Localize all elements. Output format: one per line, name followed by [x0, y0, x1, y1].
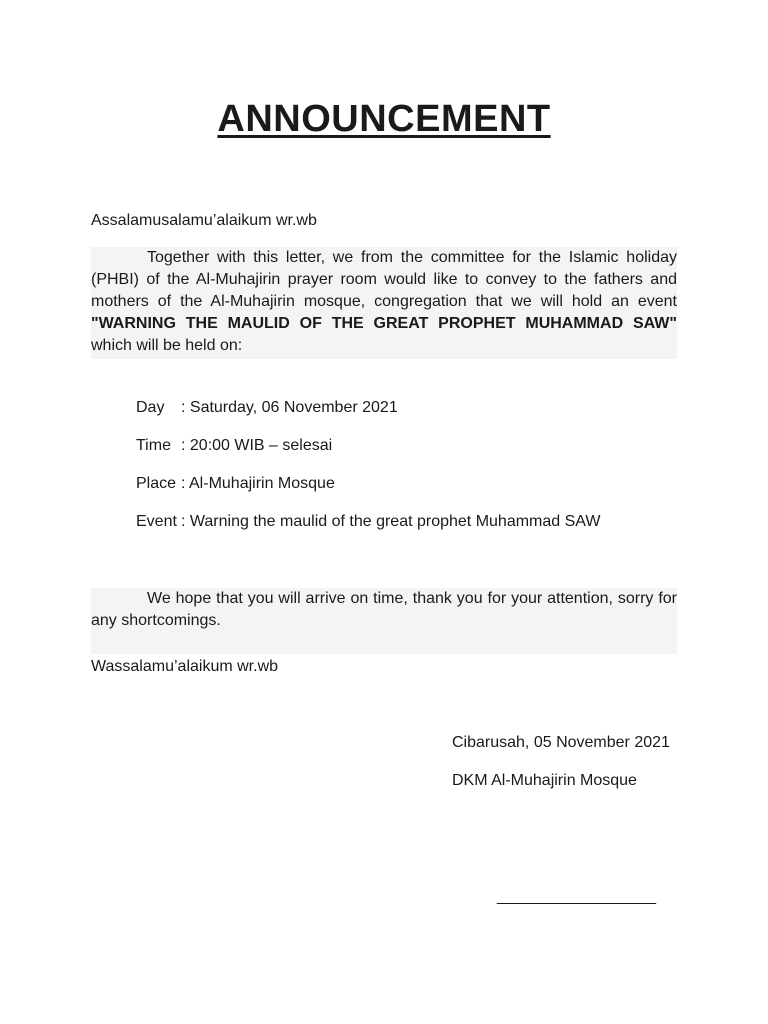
event-title-bold: "WARNING THE MAULID OF THE GREAT PROPHET MUHAMMAD SAW"	[91, 315, 677, 332]
detail-time-label: Time	[136, 437, 171, 454]
closing-paragraph	[91, 588, 677, 654]
detail-time-value: : 20:00 WIB – selesai	[181, 437, 333, 454]
organization-name: DKM Al-Muhajirin Mosque	[452, 772, 637, 789]
detail-day	[136, 397, 398, 419]
detail-place-value: : Al-Muhajirin Mosque	[181, 475, 335, 492]
place-and-date: Cibarusah, 05 November 2021	[452, 734, 670, 751]
detail-day-value: : Saturday, 06 November 2021	[181, 399, 398, 416]
detail-day-label: Day	[136, 399, 165, 416]
closing-greeting: Wassalamu’alaikum wr.wb	[91, 658, 279, 675]
closing-paragraph-text: We hope that you will arrive on time, thank you for your attention, sorry for any shortcomings.	[91, 590, 677, 629]
intro-paragraph	[91, 247, 677, 359]
announcement-title: ANNOUNCEMENT	[217, 98, 551, 140]
intro-text-end: which will be held on:	[91, 337, 243, 354]
detail-time	[136, 435, 332, 457]
opening-greeting: Assalamusalamu’alaikum wr.wb	[91, 212, 317, 229]
detail-place	[136, 473, 335, 495]
detail-event-label: Event	[136, 513, 177, 530]
signature-line: ____________________	[497, 888, 655, 905]
detail-event	[136, 511, 600, 533]
intro-text: Together with this letter, we from the committee for the Islamic holiday (PHBI) of the Al-Muhajirin prayer room would like to convey to the fathers and mothers of the Al-Muhajirin mosque, congregation that we will hold an event	[91, 249, 677, 310]
detail-place-label: Place	[136, 475, 177, 492]
detail-event-value: : Warning the maulid of the great prophet Muhammad SAW	[181, 513, 601, 530]
